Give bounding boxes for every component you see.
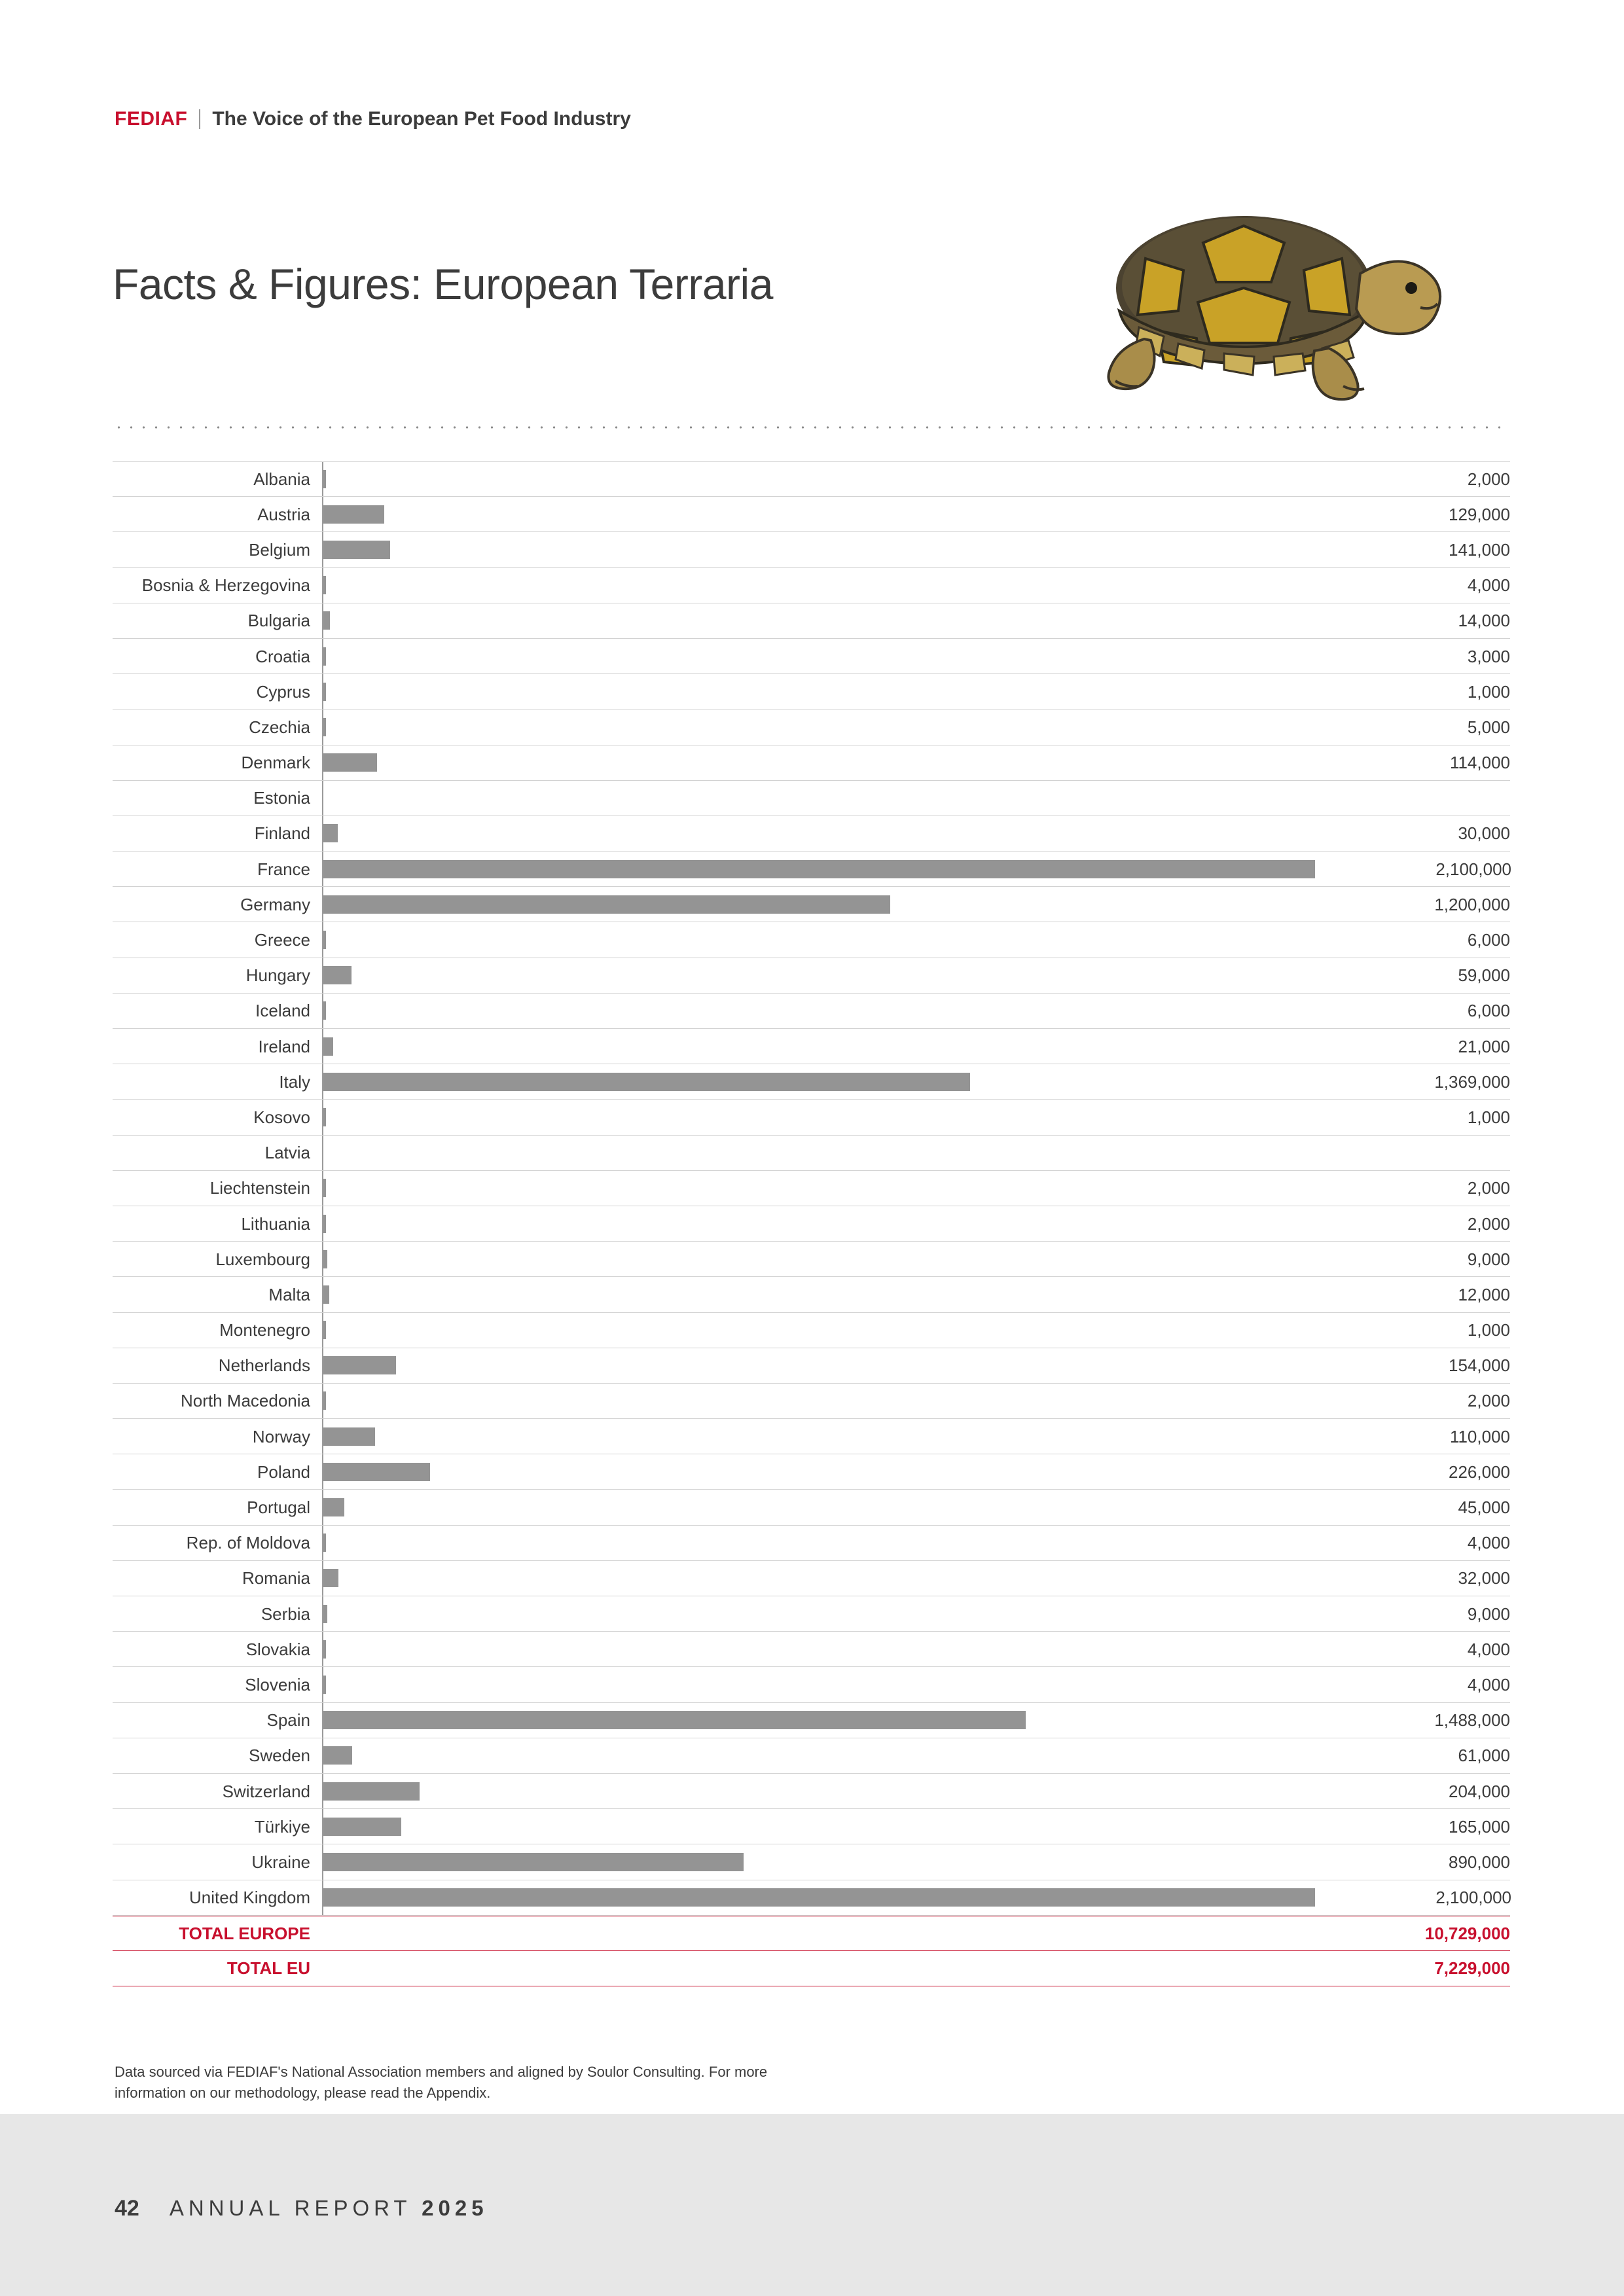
value-label: 1,200,000 bbox=[1434, 894, 1510, 914]
value-label bbox=[1314, 781, 1510, 816]
bar bbox=[323, 1037, 333, 1056]
country-label: Liechtenstein bbox=[209, 1178, 310, 1198]
bar bbox=[323, 1285, 329, 1304]
value-label: 2,100,000 bbox=[1435, 859, 1511, 879]
bar bbox=[323, 576, 326, 594]
bar-track bbox=[322, 1454, 1314, 1489]
bar-track bbox=[322, 532, 1314, 567]
country-label: Ukraine bbox=[251, 1852, 310, 1872]
chart-row bbox=[113, 1703, 1510, 1738]
value-label: 226,000 bbox=[1449, 1462, 1510, 1482]
page-title: Facts & Figures: European Terraria bbox=[113, 260, 773, 309]
value-label: 1,369,000 bbox=[1434, 1071, 1510, 1092]
value-label: 129,000 bbox=[1449, 504, 1510, 524]
chart-row bbox=[113, 1667, 1510, 1702]
bar-track bbox=[322, 603, 1314, 638]
chart-row bbox=[113, 1738, 1510, 1774]
bar bbox=[323, 860, 1315, 878]
bar-track bbox=[322, 1029, 1314, 1064]
country-label: Rep. of Moldova bbox=[186, 1533, 310, 1553]
country-label: Montenegro bbox=[219, 1320, 310, 1340]
bar-track bbox=[322, 1738, 1314, 1773]
chart-total-row bbox=[113, 1951, 1510, 1986]
country-label: Romania bbox=[242, 1568, 310, 1588]
chart-row bbox=[113, 1880, 1510, 1916]
bar-track bbox=[322, 568, 1314, 603]
bar bbox=[323, 1888, 1315, 1907]
value-label: 3,000 bbox=[1467, 646, 1510, 666]
bar bbox=[323, 1853, 744, 1871]
value-label: 2,000 bbox=[1467, 469, 1510, 490]
bar bbox=[323, 1215, 326, 1233]
footnote-text: Data sourced via FEDIAF's National Association members and aligned by Soulor Consulting. For more information on our methodology, please read the Appendix. bbox=[115, 2064, 768, 2101]
bar-track bbox=[322, 1526, 1314, 1560]
bar-track bbox=[322, 1774, 1314, 1808]
value-label: 59,000 bbox=[1458, 965, 1510, 986]
country-label: Czechia bbox=[249, 717, 310, 737]
footer-label bbox=[170, 2196, 488, 2221]
total-label: TOTAL EUROPE bbox=[179, 1923, 310, 1943]
country-label: Croatia bbox=[255, 646, 310, 666]
value-label: 12,000 bbox=[1458, 1284, 1510, 1304]
bar-track bbox=[322, 1206, 1314, 1241]
bar bbox=[323, 1463, 430, 1481]
chart-row bbox=[113, 1384, 1510, 1419]
chart-row bbox=[113, 1313, 1510, 1348]
bar bbox=[323, 683, 326, 701]
terraria-bar-chart bbox=[113, 461, 1510, 1986]
bar-track bbox=[322, 816, 1314, 851]
country-label: United Kingdom bbox=[189, 1888, 310, 1908]
value-label: 110,000 bbox=[1449, 1426, 1510, 1446]
bar-track bbox=[322, 958, 1314, 993]
bar bbox=[323, 1250, 327, 1268]
chart-row bbox=[113, 1490, 1510, 1525]
chart-row bbox=[113, 1100, 1510, 1135]
chart-row bbox=[113, 922, 1510, 958]
bar-track bbox=[322, 781, 1314, 816]
country-label: Switzerland bbox=[222, 1781, 310, 1801]
chart-row bbox=[113, 709, 1510, 745]
chart-row bbox=[113, 1029, 1510, 1064]
bar-track bbox=[322, 887, 1314, 922]
header-divider bbox=[199, 109, 200, 129]
chart-row bbox=[113, 497, 1510, 532]
country-label: Luxembourg bbox=[215, 1249, 310, 1269]
chart-row bbox=[113, 603, 1510, 639]
chart-row bbox=[113, 1526, 1510, 1561]
value-label: 4,000 bbox=[1467, 1533, 1510, 1553]
country-label: Finland bbox=[254, 823, 310, 844]
country-label: Albania bbox=[253, 469, 310, 490]
bar-track bbox=[322, 1100, 1314, 1134]
chart-row bbox=[113, 1561, 1510, 1596]
chart-row bbox=[113, 1844, 1510, 1880]
dotted-divider bbox=[113, 425, 1510, 429]
bar-track bbox=[322, 1277, 1314, 1312]
bar bbox=[323, 1782, 420, 1801]
chart-row bbox=[113, 1596, 1510, 1632]
value-label: 204,000 bbox=[1449, 1781, 1510, 1801]
value-label: 61,000 bbox=[1458, 1746, 1510, 1766]
bar-track bbox=[322, 1419, 1314, 1454]
chart-row bbox=[113, 1064, 1510, 1100]
total-value: 7,229,000 bbox=[1434, 1958, 1510, 1979]
bar bbox=[323, 1711, 1026, 1729]
chart-row bbox=[113, 852, 1510, 887]
chart-row bbox=[113, 674, 1510, 709]
chart-row bbox=[113, 1809, 1510, 1844]
country-label: Ireland bbox=[258, 1036, 310, 1056]
bar bbox=[323, 1356, 396, 1374]
total-spacer bbox=[322, 1951, 1314, 1986]
bar bbox=[323, 647, 326, 666]
chart-row bbox=[113, 994, 1510, 1029]
bar-track bbox=[322, 1880, 1315, 1915]
bar bbox=[323, 1498, 344, 1516]
country-label: Türkiye bbox=[254, 1816, 310, 1837]
chart-row bbox=[113, 1136, 1510, 1171]
value-label: 114,000 bbox=[1449, 753, 1510, 773]
value-label: 45,000 bbox=[1458, 1498, 1510, 1518]
chart-row bbox=[113, 639, 1510, 674]
bar-track bbox=[322, 1667, 1314, 1702]
bar bbox=[323, 1391, 326, 1410]
value-label: 9,000 bbox=[1467, 1249, 1510, 1269]
bar-track bbox=[322, 1384, 1314, 1418]
value-label: 154,000 bbox=[1449, 1355, 1510, 1376]
bar bbox=[323, 1321, 326, 1339]
bar bbox=[323, 718, 326, 736]
bar bbox=[323, 1676, 326, 1694]
bar-track bbox=[322, 922, 1314, 957]
country-label: Germany bbox=[240, 894, 310, 914]
page-number: 42 bbox=[115, 2196, 139, 2221]
country-label: Slovakia bbox=[245, 1639, 310, 1659]
bar-track bbox=[322, 639, 1314, 673]
bar-track bbox=[322, 745, 1314, 780]
value-label: 32,000 bbox=[1458, 1568, 1510, 1588]
bar bbox=[323, 753, 377, 772]
value-label: 2,000 bbox=[1467, 1213, 1510, 1234]
bar-track bbox=[322, 1596, 1314, 1631]
country-label: Spain bbox=[266, 1710, 310, 1731]
bar bbox=[323, 1640, 326, 1659]
bar bbox=[323, 1818, 401, 1836]
bar bbox=[323, 1001, 326, 1020]
bar bbox=[323, 895, 890, 914]
country-label: Cyprus bbox=[256, 681, 310, 702]
brand-header bbox=[115, 108, 631, 130]
country-label: Sweden bbox=[249, 1746, 310, 1766]
bar-track bbox=[322, 1490, 1314, 1524]
footer-report-label: ANNUAL REPORT bbox=[169, 2196, 411, 2220]
value-label: 1,000 bbox=[1467, 681, 1510, 702]
bar bbox=[323, 470, 326, 488]
bar-track bbox=[322, 709, 1314, 744]
country-label: Slovenia bbox=[245, 1674, 310, 1695]
bar-track bbox=[322, 1136, 1314, 1170]
bar-track bbox=[322, 497, 1314, 531]
value-label: 4,000 bbox=[1467, 575, 1510, 596]
value-label: 4,000 bbox=[1467, 1639, 1510, 1659]
country-label: France bbox=[257, 859, 310, 879]
value-label: 2,100,000 bbox=[1435, 1888, 1511, 1908]
value-label: 141,000 bbox=[1449, 539, 1510, 560]
bar-track bbox=[322, 994, 1314, 1028]
footer-year: 2025 bbox=[422, 2196, 488, 2220]
country-label: Iceland bbox=[255, 1001, 310, 1021]
bar-track bbox=[322, 1809, 1314, 1844]
chart-row bbox=[113, 461, 1510, 497]
bar-track bbox=[322, 1632, 1314, 1666]
bar bbox=[323, 966, 352, 984]
chart-row bbox=[113, 532, 1510, 567]
bar-track bbox=[322, 1844, 1314, 1879]
total-value: 10,729,000 bbox=[1424, 1923, 1510, 1943]
country-label: Estonia bbox=[253, 788, 310, 808]
value-label: 1,488,000 bbox=[1434, 1710, 1510, 1731]
value-label: 2,000 bbox=[1467, 1391, 1510, 1411]
bar-track bbox=[322, 1171, 1314, 1206]
header-tagline: The Voice of the European Pet Food Industry bbox=[212, 108, 631, 130]
value-label: 890,000 bbox=[1449, 1852, 1510, 1872]
bar bbox=[323, 611, 330, 630]
chart-row bbox=[113, 958, 1510, 994]
bar bbox=[323, 505, 384, 524]
bar-track bbox=[322, 1703, 1314, 1738]
chart-row bbox=[113, 1774, 1510, 1809]
chart-total-row bbox=[113, 1916, 1510, 1951]
chart-row bbox=[113, 1277, 1510, 1312]
value-label: 4,000 bbox=[1467, 1674, 1510, 1695]
country-label: Kosovo bbox=[253, 1107, 310, 1127]
chart-row bbox=[113, 781, 1510, 816]
country-label: Portugal bbox=[247, 1498, 310, 1518]
chart-row bbox=[113, 1348, 1510, 1384]
value-label: 21,000 bbox=[1458, 1036, 1510, 1056]
country-label: Bulgaria bbox=[247, 611, 310, 631]
country-label: Italy bbox=[279, 1071, 310, 1092]
value-label: 1,000 bbox=[1467, 1107, 1510, 1127]
tortoise-icon bbox=[1047, 196, 1479, 406]
country-label: Hungary bbox=[245, 965, 310, 986]
country-label: Denmark bbox=[241, 753, 310, 773]
bar bbox=[323, 1605, 327, 1623]
bar bbox=[323, 1427, 375, 1446]
country-label: Belgium bbox=[249, 539, 310, 560]
bar-track bbox=[322, 1348, 1314, 1383]
bar bbox=[323, 1073, 970, 1091]
country-label: Malta bbox=[268, 1284, 310, 1304]
value-label: 165,000 bbox=[1449, 1816, 1510, 1837]
country-label: Austria bbox=[257, 504, 310, 524]
chart-row bbox=[113, 816, 1510, 852]
country-label: Latvia bbox=[264, 1143, 310, 1163]
bar-track bbox=[322, 1064, 1314, 1099]
chart-row bbox=[113, 1206, 1510, 1242]
total-spacer bbox=[322, 1916, 1314, 1950]
bar bbox=[323, 1746, 352, 1765]
country-label: Greece bbox=[254, 930, 310, 950]
value-label: 9,000 bbox=[1467, 1604, 1510, 1624]
country-label: Serbia bbox=[261, 1604, 310, 1624]
bar-track bbox=[322, 1561, 1314, 1596]
chart-row bbox=[113, 1242, 1510, 1277]
value-label bbox=[1314, 1136, 1510, 1170]
country-label: Poland bbox=[257, 1462, 310, 1482]
value-label: 6,000 bbox=[1467, 930, 1510, 950]
country-label: North Macedonia bbox=[181, 1391, 310, 1411]
bar bbox=[323, 824, 338, 842]
country-label: Bosnia & Herzegovina bbox=[141, 575, 310, 596]
bar bbox=[323, 1108, 326, 1126]
chart-row bbox=[113, 887, 1510, 922]
chart-row bbox=[113, 745, 1510, 781]
bar bbox=[323, 1569, 338, 1587]
country-label: Lithuania bbox=[241, 1213, 310, 1234]
bar bbox=[323, 541, 390, 559]
fediaf-logo-text: FEDIAF bbox=[115, 108, 188, 130]
chart-row bbox=[113, 1454, 1510, 1490]
chart-row bbox=[113, 568, 1510, 603]
chart-row bbox=[113, 1632, 1510, 1667]
bar-track bbox=[322, 1313, 1314, 1348]
value-label: 5,000 bbox=[1467, 717, 1510, 737]
value-label: 6,000 bbox=[1467, 1001, 1510, 1021]
chart-row bbox=[113, 1419, 1510, 1454]
bar bbox=[323, 931, 326, 949]
value-label: 30,000 bbox=[1458, 823, 1510, 844]
bar bbox=[323, 1534, 326, 1552]
bar bbox=[323, 1179, 326, 1197]
bar-track bbox=[322, 1242, 1314, 1276]
value-label: 1,000 bbox=[1467, 1320, 1510, 1340]
country-label: Netherlands bbox=[218, 1355, 310, 1376]
footer bbox=[115, 2196, 488, 2221]
value-label: 2,000 bbox=[1467, 1178, 1510, 1198]
value-label: 14,000 bbox=[1458, 611, 1510, 631]
bar-track bbox=[322, 852, 1315, 886]
chart-row bbox=[113, 1171, 1510, 1206]
total-label: TOTAL EU bbox=[226, 1958, 310, 1979]
bar-track bbox=[322, 462, 1314, 496]
bar-track bbox=[322, 674, 1314, 709]
country-label: Norway bbox=[252, 1426, 310, 1446]
